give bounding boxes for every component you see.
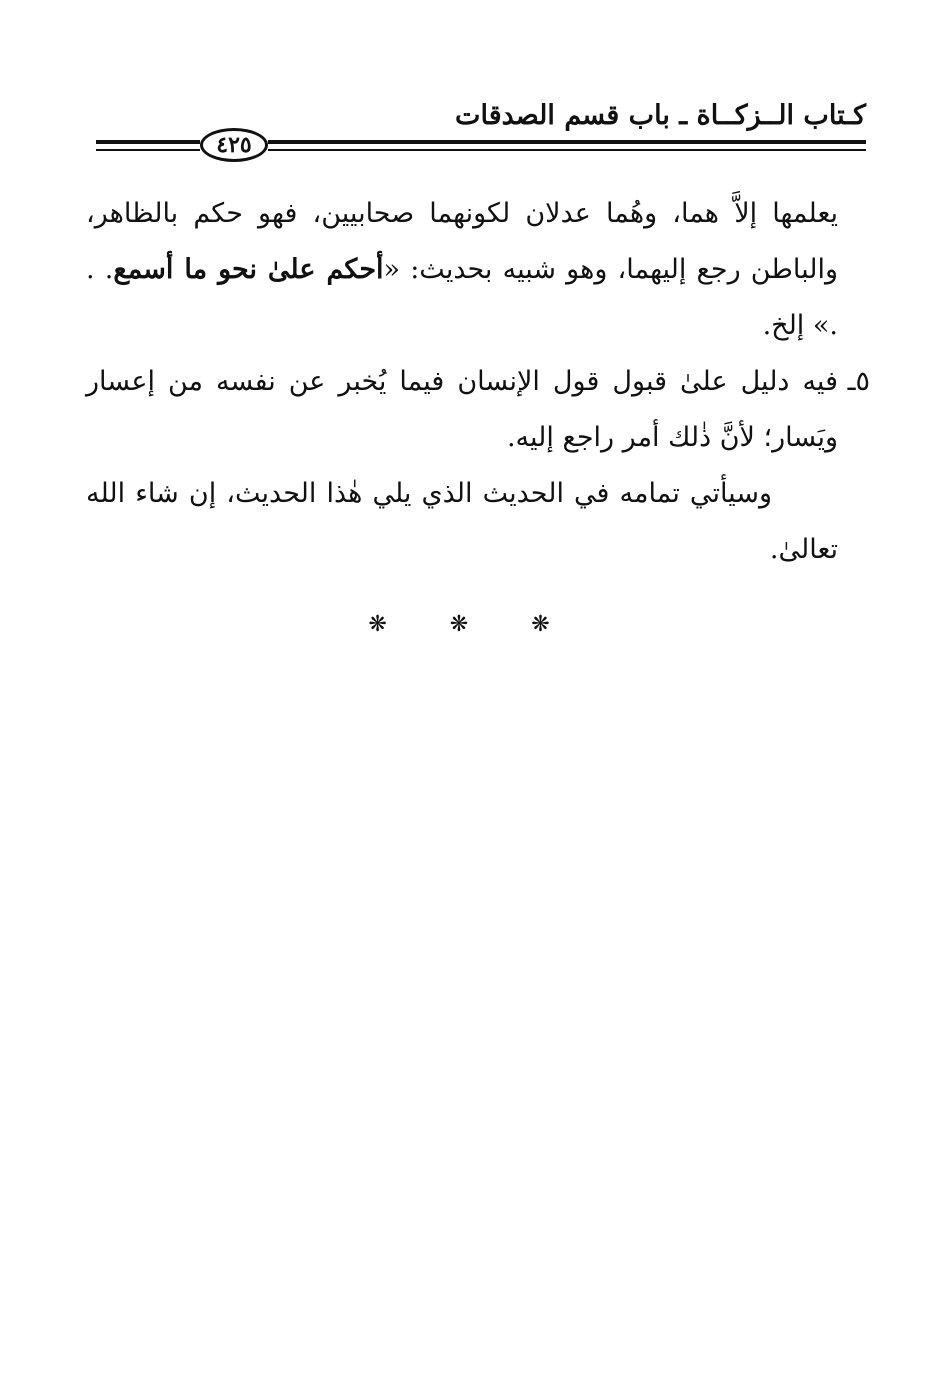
section-separator-stars: ❋ ❋ ❋ xyxy=(368,612,578,637)
hadith-quote: أحكم علىٰ نحو ما أسمع xyxy=(113,254,384,285)
point-number: ٥ـ xyxy=(847,366,870,397)
paragraph-1 xyxy=(86,186,838,354)
header-rule-right xyxy=(268,140,866,152)
paragraph-1-ending: . . .» إلخ. xyxy=(86,254,838,341)
header-rule-left xyxy=(96,140,200,152)
paragraph-1-text: يعلمها إلاَّ هما، وهُما عدلان لكونهما صحابيين، فهو حكم بالظاهر، والباطن رجع إليهما، وهو شبيه بحديث: « xyxy=(86,198,838,285)
paragraph-3: وسيأتي تمامه في الحديث الذي يلي هٰذا الحديث، إن شاء الله تعالىٰ. xyxy=(86,478,838,565)
main-text xyxy=(86,186,870,578)
numbered-point-5 xyxy=(86,354,870,466)
point-text: فيه دليل علىٰ قبول قول الإنسان فيما يُخبر عن نفسه من إعسار ويَسار؛ لأنَّ ذٰلك أمر راجع إليه. xyxy=(86,366,838,453)
running-title: كـتاب الــزكــاة ـ باب قسم الصدقات xyxy=(455,100,866,131)
page-number: ٤٢٥ xyxy=(200,128,268,162)
